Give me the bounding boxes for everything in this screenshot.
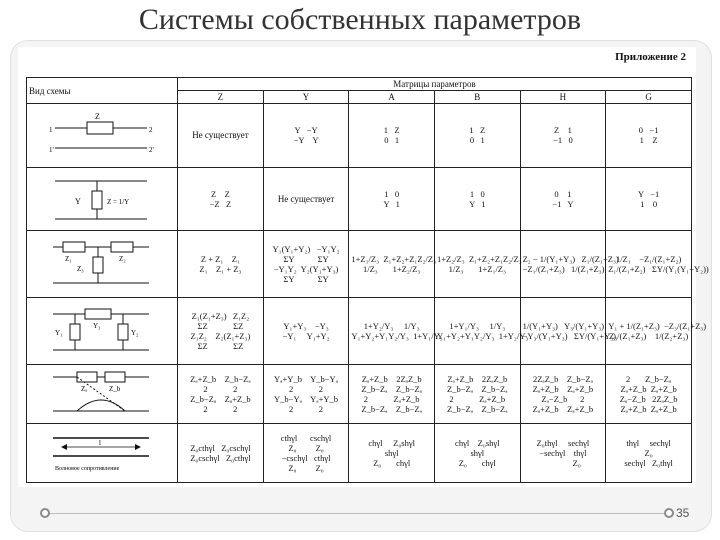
scheme-label: Zₐ [81,384,88,393]
cell-y: Y −Y −Y Y [263,104,349,167]
header-matrices: Матрицы параметров [178,78,692,91]
scheme-series-impedance [27,104,178,167]
decorative-bullet-right [664,508,674,518]
header-col-h: H [520,91,606,104]
table-row [27,104,692,167]
cell-h: 1/(Y₁+Y₃) Y₃/(Y₁+Y₃) −Y₃/(Y₁+Y₃) ΣY/(Y₁+Y₃) [520,297,606,364]
cell-a: Zₐ+Z_b 2ZₐZ_b Z_b−Zₐ Z_b−Zₐ 2 Zₐ+Z_b Z_b−Zₐ Z_b−Zₐ [349,364,435,423]
cell-a: chγl Z₀shγl shγl Z₀ chγl [349,423,435,482]
cell-y: Y₁(Y₁+Y₂) −Y₁Y₂ ΣY ΣY −Y₁Y₂ Y₂(Y₁+Y₃) ΣY ΣY [263,230,349,297]
scheme-label: Y₁ [55,328,63,337]
scheme-pi-network [27,297,178,364]
header-col-b: B [434,91,520,104]
table-row [27,297,692,364]
cell-g: 1/Z₁ −Z₁/(Z₁+Z₂) Z₁/(Z₁+Z₂) ΣY/(Y₁(Y₁+Y₂)) [606,230,692,297]
cell-a: 1 0 Y 1 [349,167,435,230]
cell-b: chγl Z₀shγl shγl Z₀ chγl [434,423,520,482]
cell-g: 2 Z_b−Zₐ Zₐ+Z_b Zₐ+Z_b Zₐ−Z_b 2ZₐZ_b Zₐ+Z_b Zₐ+Z_b [606,364,692,423]
svg-text:2': 2' [149,146,154,155]
header-col-z: Z [178,91,264,104]
slide-title: Системы собственных параметров [138,3,582,36]
t-network-diagram [47,237,157,291]
scheme-label: l [99,438,101,447]
cell-z: Z₀cthγl Z₀cschγl Z₀cschγl Z₀cthγl [178,423,264,482]
document-scan [18,47,709,487]
series-impedance-diagram [47,110,157,160]
svg-text:Z_b: Z_b [109,384,121,393]
cell-g: 0 −1 1 Z [606,104,692,167]
cell-z: Z + Z₁ Z₁ Z₁ Z₁ + Z₃ [178,230,264,297]
cell-a: 1 Z 0 1 [349,104,435,167]
cell-y: Не существует [263,167,349,230]
lattice-network-diagram [47,369,157,419]
svg-text:Y₂: Y₂ [131,328,139,337]
svg-text:2: 2 [149,126,153,135]
scheme-t-network [27,230,178,297]
cell-h: 0 1 −1 Y [520,167,606,230]
table-row [27,167,692,230]
table-row [27,230,692,297]
cell-b: 1+Z₂/Z₃ Z₁+Z₂+Z₁Z₂/Z₃ 1/Z₃ 1+Z₁/Z₃ [434,230,520,297]
cell-h: Z₂ − 1/(Y₁+Y₃) Z₁/(Z₁+Z₃) −Z₁/(Z₁+Z₃) 1/(Z₁+Z₃) [520,230,606,297]
scheme-label: Y [75,196,81,206]
bottom-divider [50,513,664,514]
scheme-label: Z₁ [65,254,72,263]
page-number: 35 [676,506,690,520]
scheme-label: Z [95,112,100,122]
svg-text:1': 1' [49,146,54,155]
svg-text:Y₃: Y₃ [93,321,101,330]
header-scheme: Вид схемы [27,78,178,104]
cell-h: Z 1 −1 0 [520,104,606,167]
scheme-lattice-network [27,364,178,423]
appendix-label: Приложение 2 [615,51,686,63]
cell-b: 1 0 Y 1 [434,167,520,230]
cell-z: Z₁(Z₁+Z₃) Z₁Z₂ ΣZ ΣZ Z₁Z₂ Z₂(Z₁+Z₃) ΣZ ΣZ [178,297,264,364]
svg-text:Z = 1/Y: Z = 1/Y [107,197,130,206]
header-col-a: A [349,91,435,104]
svg-text:Волновое сопротивление: Волновое сопротивление [55,465,120,472]
scheme-shunt-admittance [27,167,178,230]
cell-a: 1+Y₂/Y₃ 1/Y₃ Y₁+Y₂+Y₁Y₂/Y₃ 1+Y₁/Y₃ [349,297,435,364]
cell-b: 1+Y₁/Y₃ 1/Y₃ Y₁+Y₂+Y₁Y₂/Y₃ 1+Y₂/Y₃ [434,297,520,364]
table-row [27,364,692,423]
cell-y: Yₐ+Y_b Y_b−Yₐ 2 2 Y_b−Yₐ Yₐ+Y_b 2 2 [263,364,349,423]
cell-g: thγl sechγl Z₀ sechγl Z₀thγl [606,423,692,482]
header-col-g: G [606,91,692,104]
cell-z: Z Z −Z Z [178,167,264,230]
cell-y: cthγl cschγl Z₀ Z₀ −cschγl cthγl Z₀ Z₀ [263,423,349,482]
shunt-admittance-diagram [47,173,157,225]
cell-b: 1 Z 0 1 [434,104,520,167]
decorative-bullet-left [40,508,50,518]
cell-b: Zₐ+Z_b 2ZₐZ_b Z_b−Zₐ Z_b−Zₐ 2 Zₐ+Z_b Z_b−Zₐ Z_b−Zₐ [434,364,520,423]
scheme-transmission-line [27,423,178,482]
svg-text:1: 1 [49,126,53,135]
cell-z: Не существует [178,104,264,167]
cell-h: 2ZₐZ_b Z_b−Zₐ Zₐ+Z_b Zₐ+Z_b Zₐ−Z_b 2 Zₐ+Z_b Zₐ+Z_b [520,364,606,423]
parameters-table [26,77,709,483]
cell-h: Z₀thγl sechγl −sechγl thγl Z₀ [520,423,606,482]
cell-z: Zₐ+Z_b Z_b−Zₐ 2 2 Z_b−Zₐ Zₐ+Z_b 2 2 [178,364,264,423]
pi-network-diagram [47,304,157,358]
svg-text:Z₂: Z₂ [119,254,126,263]
table-row [27,423,692,482]
transmission-line-diagram [47,428,157,478]
cell-y: Y₁+Y₃ −Y₃ −Y₁ Y₁+Y₂ [263,297,349,364]
svg-text:Z₃: Z₃ [77,264,84,273]
cell-a: 1+Z₁/Z₃ Z₁+Z₂+Z₁Z₂/Z₃ 1/Z₃ 1+Z₂/Z₃ [349,230,435,297]
cell-g: Y −1 1 0 [606,167,692,230]
cell-g: Y₁ + 1/(Z₁+Z₃) −Z₃/(Z₁+Z₃) Z₃/(Z₁+Z₃) 1/(Z₂+Z₃) [606,297,692,364]
header-col-y: Y [263,91,349,104]
